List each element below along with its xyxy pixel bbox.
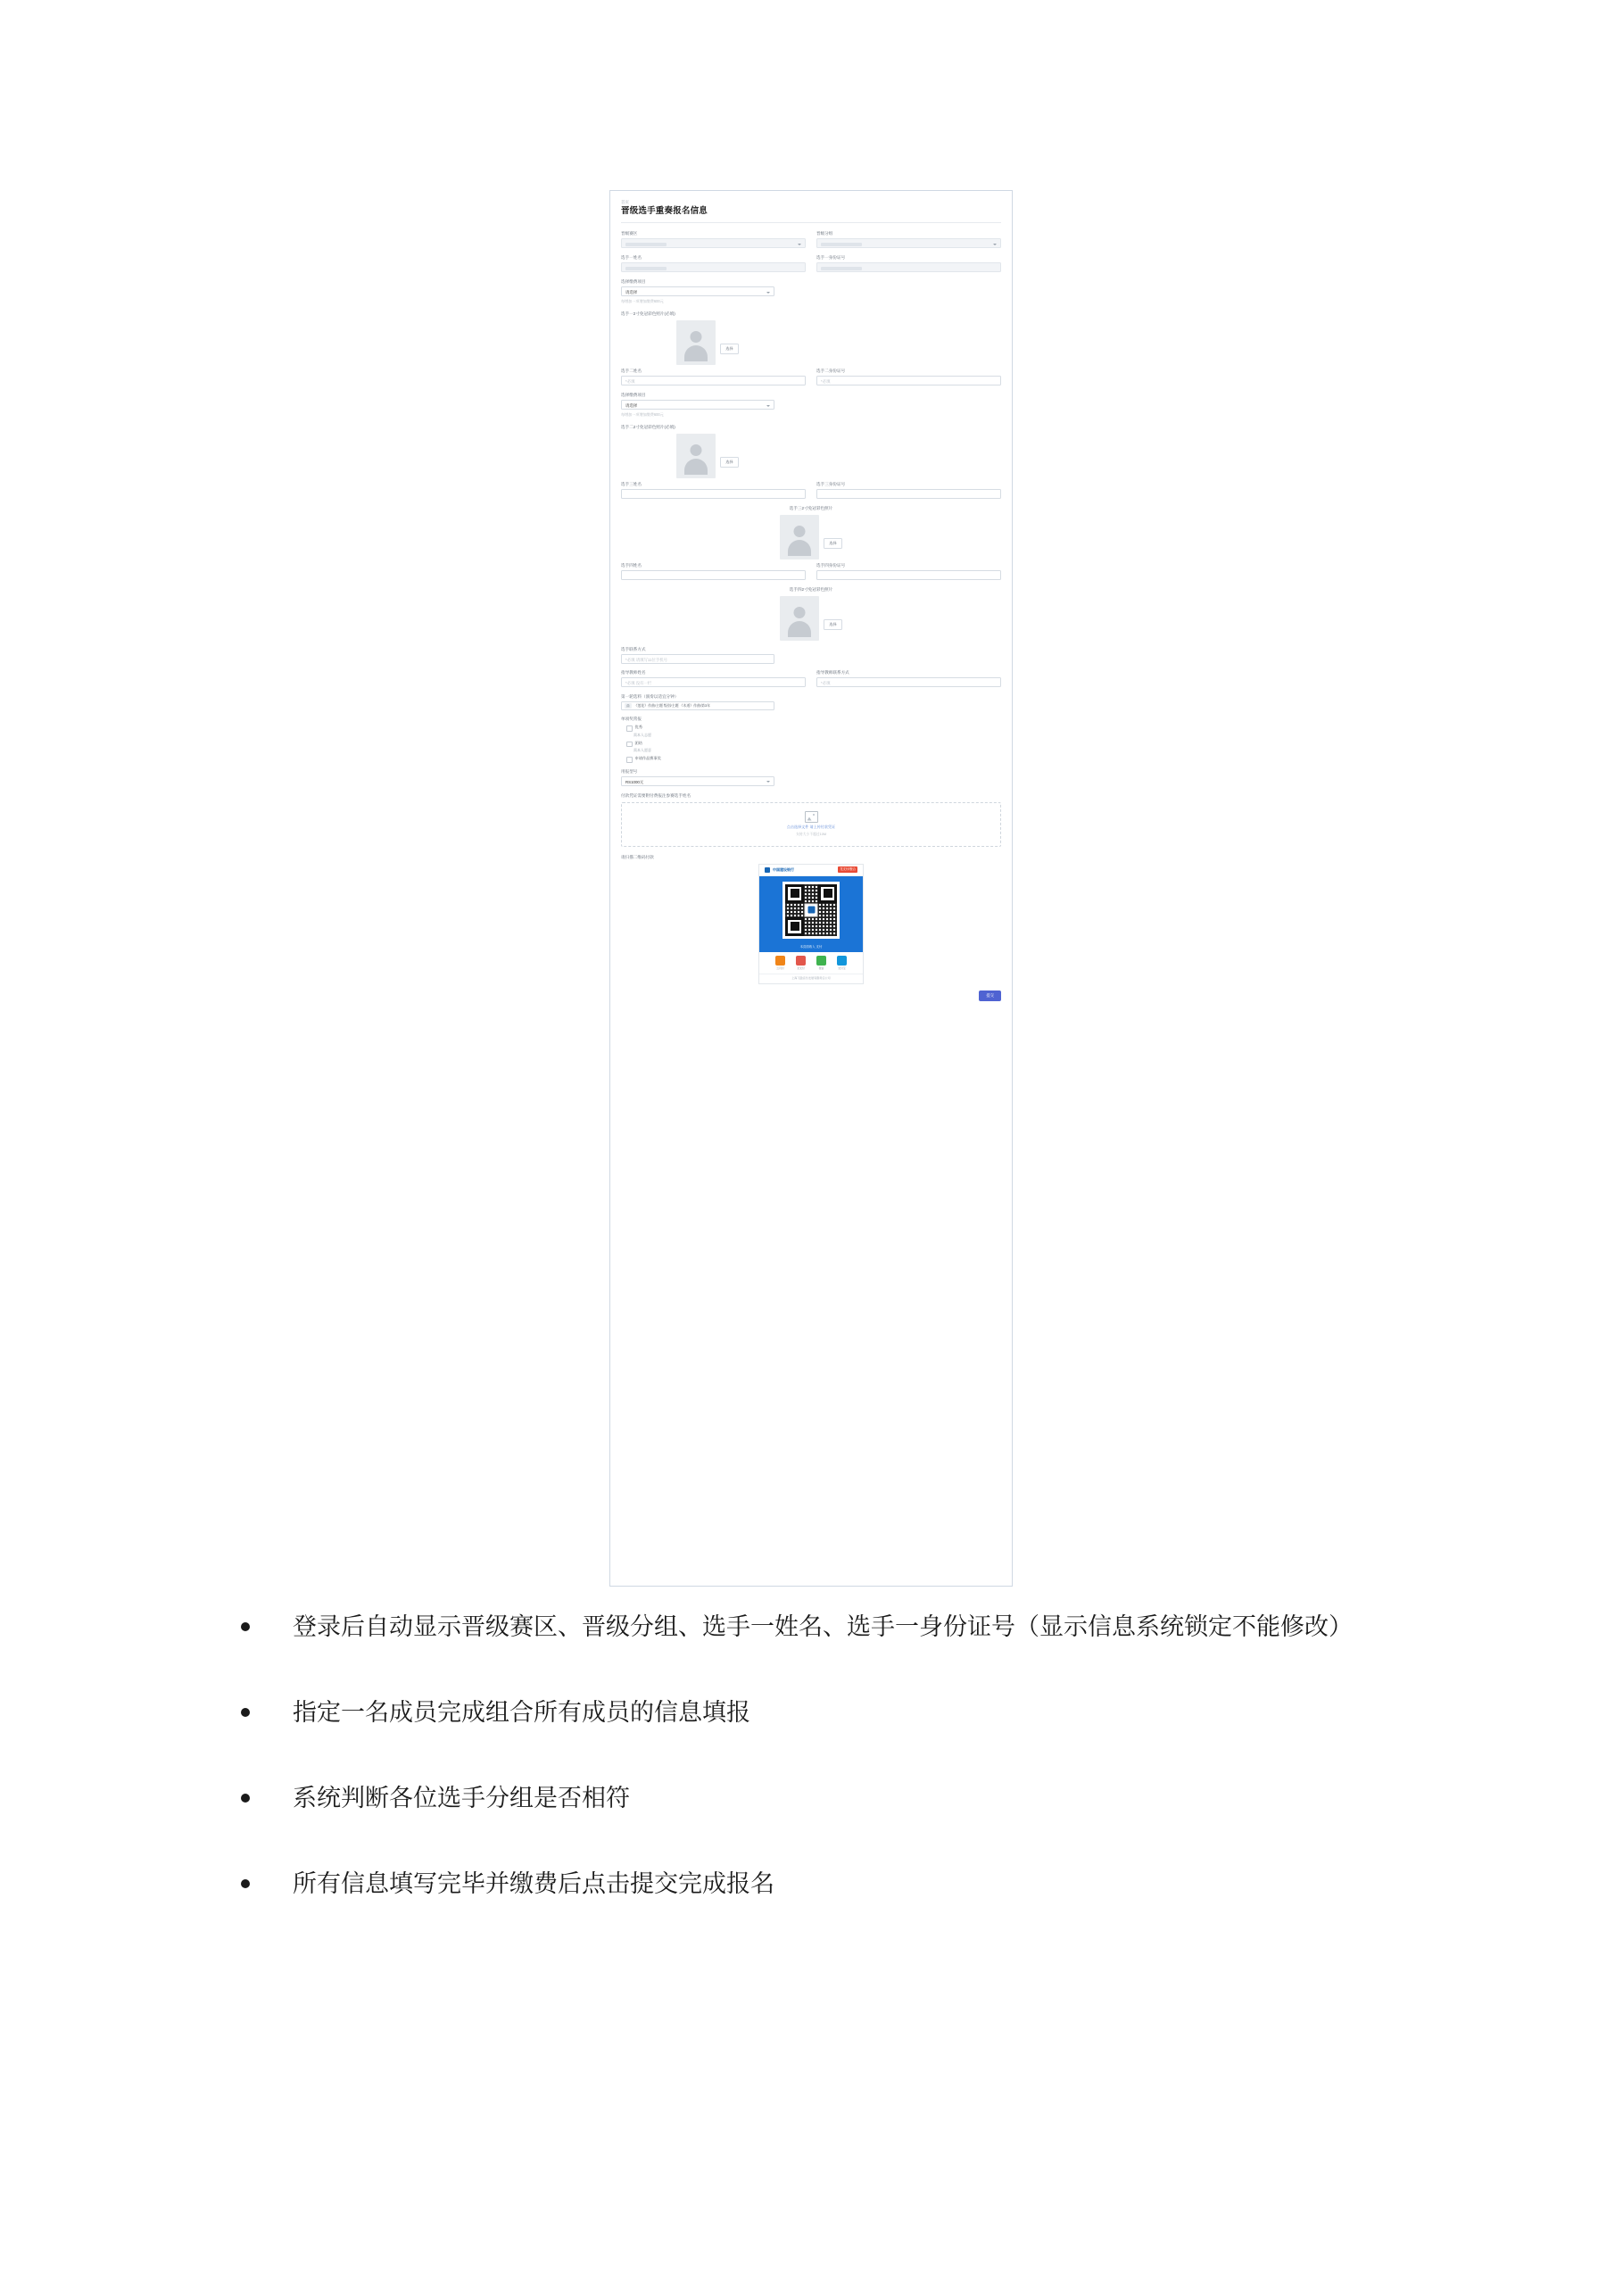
label-teacher-name: 指导教师姓名: [621, 670, 646, 675]
label-awards: 单项奖常报: [621, 717, 642, 721]
qr-note: 本页面收入 支付: [759, 944, 863, 952]
repertoire-tag: 曲: [626, 704, 630, 708]
repertoire-value: 《莲花》作曲/主题 级别/主题 《木道》作曲/第3年: [633, 703, 710, 708]
label-player3-name: 选手三姓名: [621, 482, 642, 486]
pay-method-label: 微信: [818, 966, 824, 970]
label-photo2: 选手二2寸免冠彩色照片(必填): [621, 425, 675, 429]
bullet-icon: [241, 1622, 250, 1631]
field-player2-name: [621, 368, 806, 385]
field-player3-name: [621, 481, 806, 499]
hint-fee2: 每增加一项增加缴费600元: [621, 412, 664, 417]
bullet-list: [241, 1606, 1401, 1949]
unionpay-icon: [775, 956, 785, 966]
input-player4-name[interactable]: [621, 570, 806, 580]
qr-code-area: [759, 876, 863, 944]
row-player3: [621, 481, 1001, 499]
label-player1-id: 选手一身份证号: [816, 255, 846, 260]
field-player1-name: [621, 254, 806, 272]
label-player4-id: 选手四身份证号: [816, 563, 846, 568]
checkbox-icon[interactable]: [626, 742, 633, 748]
pay-method-label: 云闪付: [776, 966, 784, 970]
input-contact[interactable]: *必填 请填写11位手机号: [621, 654, 774, 664]
field-player4-name: [621, 562, 806, 580]
pay-method-label: 龙支付: [797, 966, 805, 970]
field-voucher: [621, 792, 1001, 847]
label-player2-name: 选手二姓名: [621, 369, 642, 373]
label-fee1: 选择缴费项目: [621, 279, 646, 284]
choose-photo3-button[interactable]: 选择: [824, 538, 842, 549]
label-photo3: 选手三2寸免冠彩色照片: [789, 506, 833, 510]
award-option-2-sub: 需本人愿意: [633, 748, 651, 752]
select-group[interactable]: [816, 238, 1001, 248]
wechat-pay-icon: [816, 956, 826, 966]
field-player1-id: [816, 254, 1001, 272]
input-teacher-name[interactable]: *必填 没有一栏: [621, 677, 806, 687]
field-teacher-contact: [816, 669, 1001, 687]
avatar-placeholder-icon: [780, 596, 819, 641]
list-item-text: 系统判断各位选手分组是否相符: [293, 1785, 630, 1811]
list-item-text: 登录后自动显示晋级赛区、晋级分组、选手一姓名、选手一身份证号（显示信息系统锁定不能修改）: [293, 1613, 1353, 1640]
payment-qr-card: [758, 864, 864, 984]
pay-tag: 龙支付/聚合: [840, 867, 856, 871]
input-player2-name[interactable]: *必填: [621, 376, 806, 385]
list-item: [241, 1606, 1401, 1647]
field-qr: [621, 854, 1001, 984]
pay-method: [774, 956, 788, 970]
list-item-text: 所有信息填写完毕并缴费后点击提交完成报名: [293, 1870, 774, 1897]
bullet-icon: [241, 1879, 250, 1888]
choose-photo1-button[interactable]: 选择: [720, 344, 739, 354]
award-option-3[interactable]: [626, 756, 1001, 763]
submit-row: [621, 984, 1001, 1003]
input-player3-name[interactable]: [621, 489, 806, 499]
select-fee2[interactable]: 请选择: [621, 400, 774, 410]
input-teacher-contact[interactable]: *必填: [816, 677, 1001, 687]
list-item: [241, 1692, 1401, 1733]
field-player2-id: [816, 368, 1001, 385]
alipay-icon: [837, 956, 847, 966]
voucher-hint: 支持大小不超过10M: [796, 833, 826, 836]
bank-name: 中国建设银行: [773, 866, 794, 872]
choose-photo4-button[interactable]: 选择: [824, 619, 842, 630]
label-contact: 选手联系方式: [621, 647, 646, 651]
label-voucher: 付款凭证需要附付费报注参赛选手姓名: [621, 792, 691, 798]
award-option-2[interactable]: [626, 741, 1001, 748]
row-teacher: [621, 669, 1001, 687]
image-upload-icon: [805, 811, 818, 823]
label-player4-name: 选手四姓名: [621, 563, 642, 568]
choose-photo2-button[interactable]: 选择: [720, 457, 739, 468]
label-area: 晋级赛区: [621, 231, 638, 236]
award-option-1-label: 优秀: [634, 725, 642, 729]
row-player1: [621, 254, 1001, 272]
avatar-placeholder-icon: [676, 434, 716, 478]
photo1-upload: [621, 320, 1001, 365]
list-item: [241, 1778, 1401, 1819]
select-area[interactable]: [621, 238, 806, 248]
field-player3-id: [816, 481, 1001, 499]
input-player2-id[interactable]: *必填: [816, 376, 1001, 385]
field-contact: [621, 646, 1001, 664]
input-player4-id[interactable]: [816, 570, 1001, 580]
voucher-cta[interactable]: 点击选择文件 请上传付款凭证: [786, 825, 836, 829]
label-repertoire: 第一轮选料（演奏以适宜分钟）: [621, 694, 679, 699]
input-repertoire[interactable]: [621, 701, 774, 710]
qr-pay-methods: [759, 952, 863, 972]
header-divider: [621, 222, 1001, 223]
award-option-3-label: 申请作品赛事奖: [634, 756, 661, 760]
avatar-placeholder-icon: [676, 320, 716, 365]
list-item-text: 指定一名成员完成组合所有成员的信息填报: [293, 1699, 750, 1726]
label-fee2: 选择缴费项目: [621, 393, 646, 397]
photo4-upload: [621, 596, 1001, 641]
photo3-upload: [621, 515, 1001, 559]
label-player2-id: 选手二身份证号: [816, 369, 846, 373]
avatar-placeholder-icon: [780, 515, 819, 559]
input-player1-id: [816, 262, 1001, 272]
registration-form-screenshot: [609, 190, 1013, 1587]
pay-method: [835, 956, 849, 970]
submit-button[interactable]: 提交: [979, 991, 1001, 1001]
label-photo1: 选手一2寸免冠彩色照片(必填): [621, 311, 675, 316]
bank-logo-icon: [765, 867, 770, 873]
field-teacher-name: [621, 669, 806, 687]
list-item: [241, 1863, 1401, 1904]
input-player3-id[interactable]: [816, 489, 1001, 499]
longpay-icon: [796, 956, 806, 966]
row-area-group: [621, 230, 1001, 248]
award-option-1-sub: 需本人志愿: [633, 732, 651, 737]
pay-method: [794, 956, 808, 970]
pay-method-label: 支付宝: [838, 966, 846, 970]
pay-method: [815, 956, 829, 970]
voucher-dropzone[interactable]: [621, 802, 1001, 847]
input-player1-name: [621, 262, 806, 272]
select-fee-type[interactable]: RS1000元: [621, 776, 774, 786]
bullet-icon: [241, 1794, 250, 1803]
label-player1-name: 选手一姓名: [621, 255, 642, 260]
qr-code-icon: [783, 882, 840, 939]
hint-fee1: 每增加一项增加缴费600元: [621, 299, 664, 303]
photo2-upload: [621, 434, 1001, 478]
field-group: [816, 230, 1001, 248]
label-photo4: 选手四2寸免冠彩色照片: [789, 587, 833, 592]
label-group: 晋级分组: [816, 231, 833, 236]
field-fee1: [621, 278, 1001, 304]
page-title: 晋级选手重奏报名信息: [621, 206, 708, 216]
checkbox-icon[interactable]: [626, 725, 633, 732]
label-fee-type: 用报型号: [621, 768, 638, 774]
label-teacher-contact: 指导教师联系方式: [816, 670, 849, 675]
field-player4-id: [816, 562, 1001, 580]
bullet-icon: [241, 1708, 250, 1717]
label-qr: 请扫描二维码付款: [621, 854, 654, 859]
label-player3-id: 选手三身份证号: [816, 482, 846, 486]
field-area: [621, 230, 806, 248]
breadcrumb: 首页: [621, 200, 629, 204]
qr-bank-header: [759, 865, 863, 876]
row-player2: [621, 368, 1001, 385]
award-option-2-label: 团结: [634, 740, 642, 745]
field-awards: [621, 716, 1001, 763]
field-fee-type: [621, 768, 1001, 786]
qr-footer: 上海飞盈音乐发展有限责任公司: [759, 974, 863, 981]
checkbox-icon[interactable]: [626, 757, 633, 763]
select-fee1[interactable]: 请选择: [621, 286, 774, 296]
row-player4: [621, 562, 1001, 580]
award-option-1[interactable]: [626, 725, 1001, 732]
field-fee2: [621, 392, 1001, 418]
field-repertoire: [621, 693, 1001, 710]
